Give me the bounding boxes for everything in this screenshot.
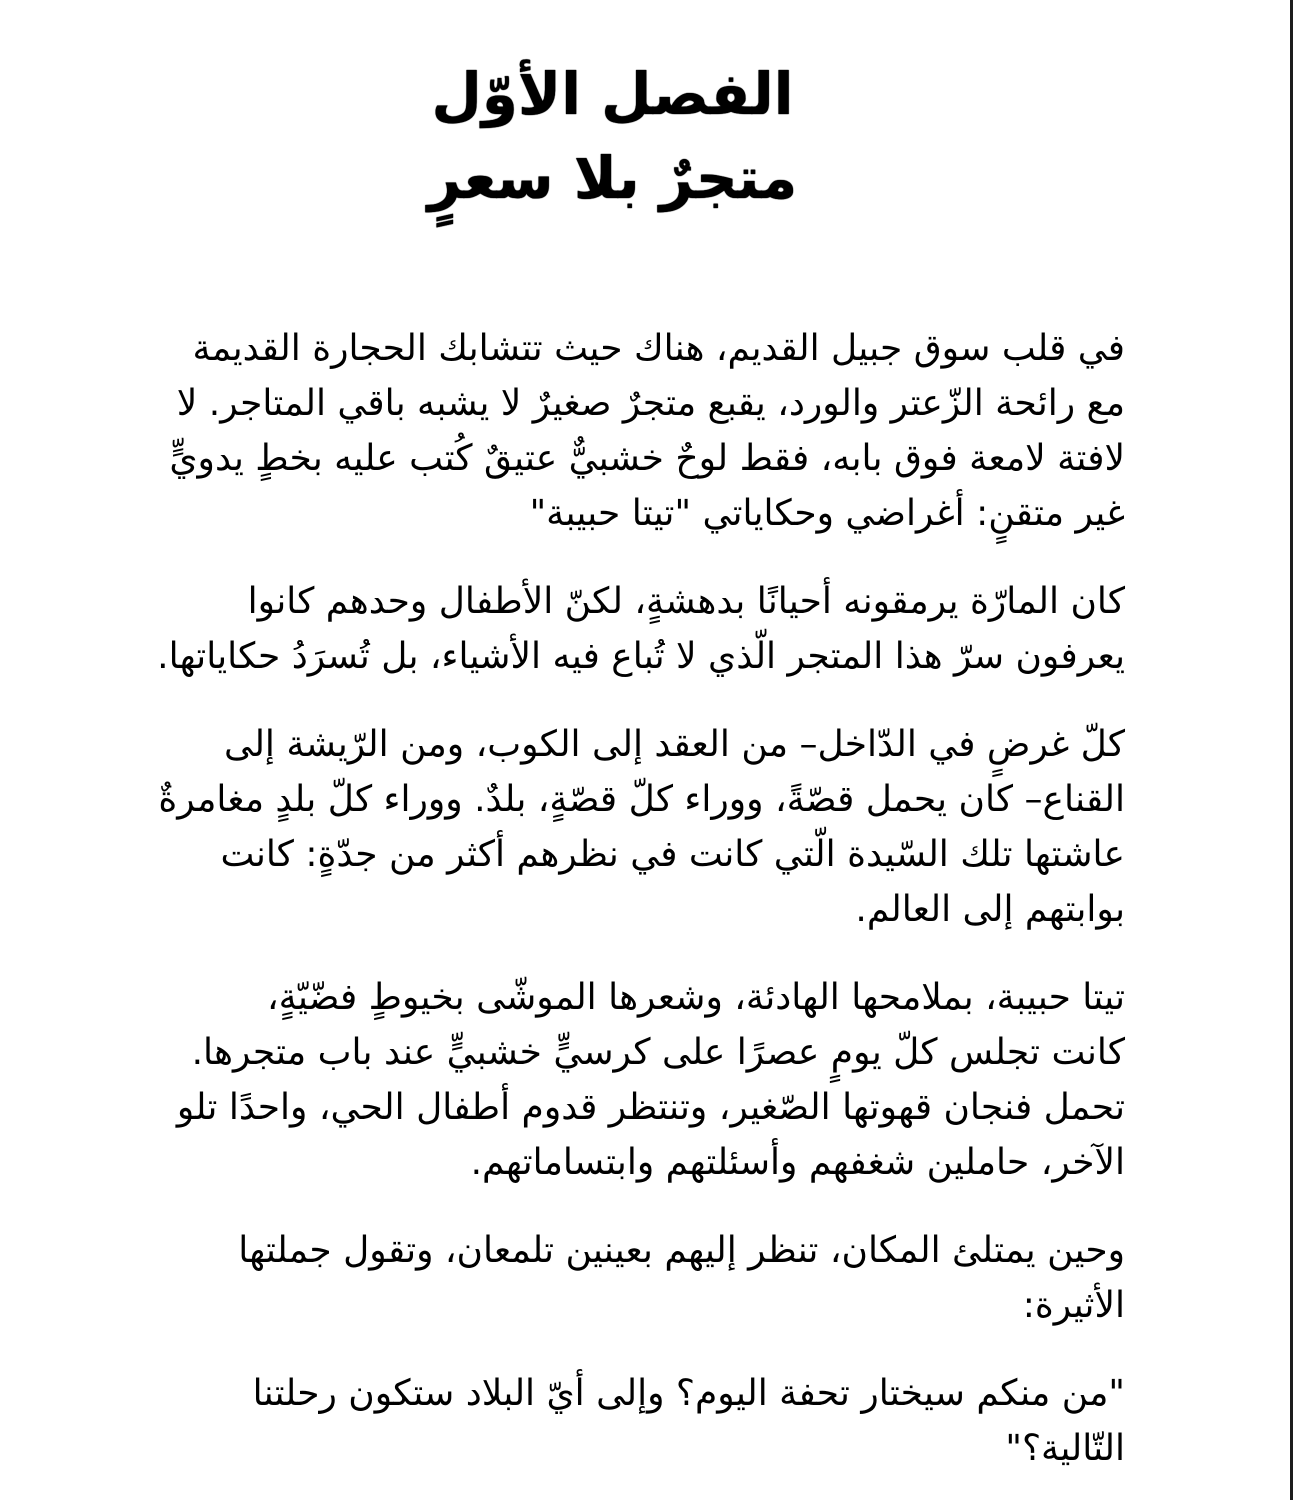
text-line: عاشتها تلك السّيدة الّتي كانت في نظرهم أكثر من جدّةٍ: كانت	[220, 834, 1125, 875]
text-line: الأثيرة:	[1022, 1285, 1125, 1326]
paragraph	[100, 717, 1125, 937]
text-line: وحين يمتلئ المكان، تنظر إليهم بعينين تلمعان، وتقول جملتها	[238, 1230, 1125, 1271]
text-line: تحمل فنجان قهوتها الصّغير، وتنتظر قدوم أطفال الحي، واحدًا تلو	[176, 1087, 1125, 1128]
text-line: لافتة لامعة فوق بابه، فقط لوحٌ خشبيٌّ عتيقٌ كُتب عليه بخطٍ يدويٍّ	[169, 438, 1125, 479]
chapter-subtitle: متجرٌ بلا سعرٍ	[427, 144, 798, 212]
page-right-edge-line	[1290, 0, 1293, 1500]
text-line: القناع– كان يحمل قصّةً، ووراء كلّ قصّةٍ، بلدٌ. ووراء كلّ بلدٍ مغامرةٌ	[158, 779, 1125, 820]
text-line: كانت تجلس كلّ يومٍ عصرًا على كرسيٍّ خشبيٍّ عند باب متجرها.	[191, 1032, 1125, 1073]
chapter-body	[100, 321, 1125, 1476]
chapter-title: الفصل الأوّل	[431, 60, 794, 128]
paragraph	[100, 1223, 1125, 1333]
text-line: كلّ غرضٍ في الدّاخل– من العقد إلى الكوب، ومن الرّيشة إلى	[223, 724, 1125, 765]
text-line: "من منكم سيختار تحفة اليوم؟ وإلى أيّ البلاد ستكون رحلتنا	[252, 1373, 1125, 1414]
paragraph	[100, 574, 1125, 684]
text-line: مع رائحة الزّعتر والورد، يقبع متجرٌ صغيرٌ لا يشبه باقي المتاجر. لا	[176, 383, 1125, 424]
paragraph	[100, 970, 1125, 1190]
chapter-header	[100, 52, 1125, 220]
text-line: يعرفون سرّ هذا المتجر الّذي لا تُباع فيه الأشياء، بل تُسرَدُ حكاياتها.	[157, 636, 1125, 677]
paragraph	[100, 1366, 1125, 1476]
text-line: الآخر، حاملين شغفهم وأسئلتهم وابتساماتهم.	[470, 1142, 1125, 1183]
text-line: كان المارّة يرمقونه أحيانًا بدهشةٍ، لكنّ الأطفال وحدهم كانوا	[247, 581, 1125, 622]
text-line: التّالية؟"	[1005, 1428, 1125, 1469]
text-line: غير متقنٍ: أغراضي وحكاياتي "تيتا حبيبة"	[529, 493, 1125, 534]
text-line: في قلب سوق جبيل القديم، هناك حيث تتشابك الحجارة القديمة	[192, 328, 1125, 369]
paragraph	[100, 321, 1125, 541]
text-line: بوابتهم إلى العالم.	[855, 889, 1125, 930]
text-line: تيتا حبيبة، بملامحها الهادئة، وشعرها الموشّى بخيوطٍ فضّيّةٍ،	[267, 977, 1125, 1018]
